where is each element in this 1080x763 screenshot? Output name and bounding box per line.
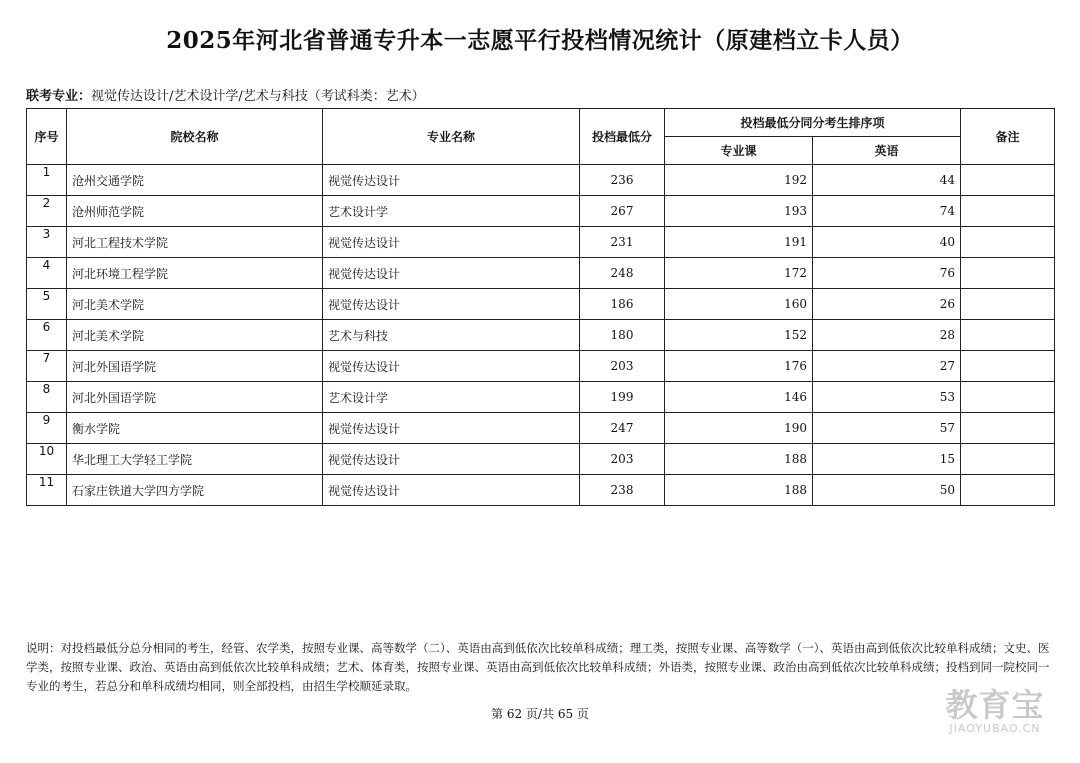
cell-english: 44 [813,165,961,196]
cell-remark [961,444,1055,475]
exam-major-line [26,85,425,104]
cell-index: 5 [27,289,67,320]
cell-min-score: 199 [580,382,665,413]
cell-min-score: 231 [580,227,665,258]
admission-table [26,108,1055,506]
cell-remark [961,413,1055,444]
cell-major: 视觉传达设计 [323,413,580,444]
cell-school: 沧州师范学院 [67,196,323,227]
cell-major: 艺术设计学 [323,382,580,413]
cell-english: 40 [813,227,961,258]
page-number: 第 62 页/共 65 页 [491,707,589,721]
cell-min-score: 236 [580,165,665,196]
cell-school: 河北外国语学院 [67,382,323,413]
cell-major-course: 192 [665,165,813,196]
watermark-text: 教育宝 [945,686,1045,724]
cell-major: 视觉传达设计 [323,227,580,258]
cell-major: 视觉传达设计 [323,475,580,506]
cell-major-course: 191 [665,227,813,258]
table-body [27,165,1055,506]
header-tiebreak-english: 英语 [813,137,961,165]
header-tiebreak-major-course: 专业课 [665,137,813,165]
cell-english: 57 [813,413,961,444]
table-row [27,289,1055,320]
table-row [27,165,1055,196]
table-row [27,351,1055,382]
cell-english: 76 [813,258,961,289]
exam-major-label: 联考专业： [26,89,92,104]
cell-min-score: 248 [580,258,665,289]
cell-index: 9 [27,413,67,444]
cell-index: 7 [27,351,67,382]
cell-english: 53 [813,382,961,413]
table-row [27,444,1055,475]
cell-school: 石家庄铁道大学四方学院 [67,475,323,506]
cell-min-score: 238 [580,475,665,506]
cell-english: 27 [813,351,961,382]
header-min-score: 投档最低分 [580,109,665,165]
cell-school: 沧州交通学院 [67,165,323,196]
cell-major-course: 146 [665,382,813,413]
cell-school: 河北环境工程学院 [67,258,323,289]
cell-major: 视觉传达设计 [323,444,580,475]
cell-school: 河北美术学院 [67,289,323,320]
header-school: 院校名称 [67,109,323,165]
table-row [27,196,1055,227]
table-row [27,320,1055,351]
cell-index: 6 [27,320,67,351]
table-row [27,413,1055,444]
watermark-logo [920,680,1070,735]
cell-index: 10 [27,444,67,475]
cell-major-course: 188 [665,444,813,475]
cell-remark [961,351,1055,382]
cell-school: 衡水学院 [67,413,323,444]
cell-english: 26 [813,289,961,320]
cell-min-score: 203 [580,351,665,382]
cell-major-course: 176 [665,351,813,382]
cell-min-score: 247 [580,413,665,444]
cell-remark [961,258,1055,289]
cell-major: 视觉传达设计 [323,258,580,289]
cell-remark [961,227,1055,258]
header-tiebreak-group: 投档最低分同分考生排序项 [665,109,961,137]
cell-index: 1 [27,165,67,196]
table-row [27,382,1055,413]
table-row [27,227,1055,258]
cell-english: 50 [813,475,961,506]
cell-major-course: 188 [665,475,813,506]
cell-major-course: 172 [665,258,813,289]
cell-major: 视觉传达设计 [323,165,580,196]
cell-major-course: 190 [665,413,813,444]
cell-remark [961,196,1055,227]
cell-major-course: 152 [665,320,813,351]
cell-remark [961,289,1055,320]
cell-school: 河北工程技术学院 [67,227,323,258]
cell-major: 视觉传达设计 [323,289,580,320]
cell-min-score: 203 [580,444,665,475]
header-index: 序号 [27,109,67,165]
cell-school: 河北美术学院 [67,320,323,351]
cell-min-score: 267 [580,196,665,227]
explanation-note: 说明：对投档最低分总分相同的考生，经管、农学类，按照专业课、高等数学（二）、英语由高到低依次比较单科成绩；理工类，按照专业课、高等数学（一）、英语由高到低依次比较单科成绩；文史、医学类，按照专业课、政治、英语由高到低依次比较单科成绩；艺术、体育类，按照专业课、英语由高到低依次比较单科成绩；外语类，按照专业课、政治由高到低依次比较单科成绩；投档到同一院校同一专业的考生，若总分和单科成绩均相同，则全部投档，由招生学校顺延录取。 [26,641,1050,693]
cell-remark [961,382,1055,413]
watermark-url: JIAOYUBAO.CN [949,722,1041,735]
table-row [27,475,1055,506]
cell-remark [961,165,1055,196]
cell-school: 河北外国语学院 [67,351,323,382]
cell-major: 艺术与科技 [323,320,580,351]
cell-index: 4 [27,258,67,289]
cell-english: 28 [813,320,961,351]
cell-major-course: 193 [665,196,813,227]
cell-index: 8 [27,382,67,413]
cell-min-score: 180 [580,320,665,351]
cell-english: 74 [813,196,961,227]
cell-major: 艺术设计学 [323,196,580,227]
table-row [27,258,1055,289]
cell-index: 11 [27,475,67,506]
cell-school: 华北理工大学轻工学院 [67,444,323,475]
cell-min-score: 186 [580,289,665,320]
cell-index: 2 [27,196,67,227]
cell-major: 视觉传达设计 [323,351,580,382]
cell-remark [961,320,1055,351]
page-title: 2025年河北省普通专升本一志愿平行投档情况统计（原建档立卡人员） [166,27,914,54]
header-remark: 备注 [961,109,1055,165]
header-major: 专业名称 [323,109,580,165]
cell-index: 3 [27,227,67,258]
exam-major-value: 视觉传达设计/艺术设计学/艺术与科技（考试科类：艺术） [91,89,425,104]
cell-remark [961,475,1055,506]
cell-english: 15 [813,444,961,475]
cell-major-course: 160 [665,289,813,320]
